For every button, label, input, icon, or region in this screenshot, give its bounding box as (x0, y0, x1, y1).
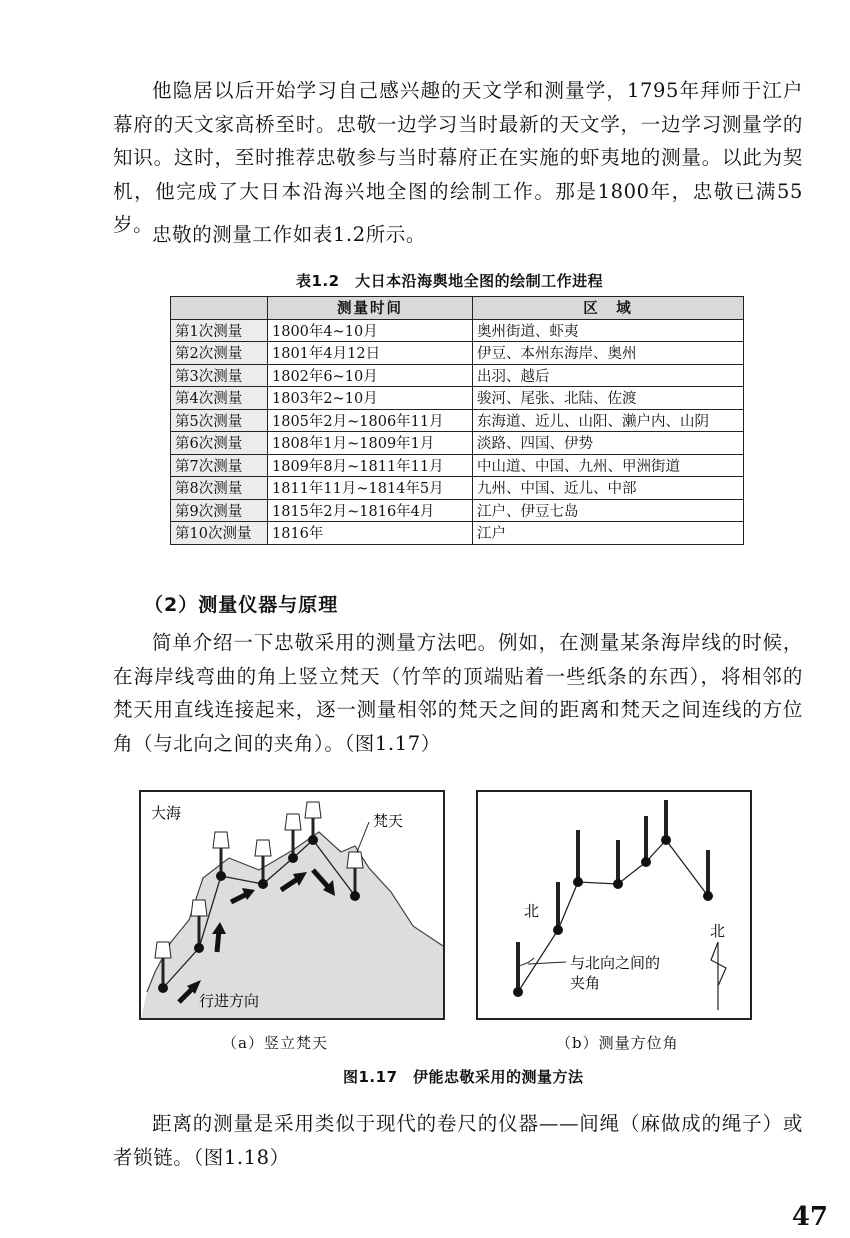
bonten-leader-line (357, 822, 369, 852)
angle-arc (518, 958, 534, 966)
bonten-label: 梵天 (373, 812, 404, 830)
table-row (171, 364, 744, 387)
survey-cell: 第3次测量 (171, 364, 268, 387)
figure-a-drawing (141, 792, 443, 1018)
time-cell: 1803年2~10月 (268, 387, 473, 410)
region-cell: 东海道、近儿、山阳、濑户内、山阴 (473, 409, 744, 432)
north-label-1: 北 (524, 902, 540, 920)
region-cell: 出羽、越后 (473, 364, 744, 387)
figure-b-drawing (478, 792, 750, 1018)
paragraph-4: 距离的测量是采用类似于现代的卷尺的仪器——间绳（麻做成的绳子）或者锁链。（图1.18） (113, 1112, 803, 1169)
region-cell: 骏河、尾张、北陆、佐渡 (473, 387, 744, 410)
paragraph-1: 他隐居以后开始学习自己感兴趣的天文学和测量学，1795年拜师于江户幕府的天文家高桥至时。忠敬一边学习当时最新的天文学，一边学习测量学的知识。这时，至时推荐忠敬参与当时幕府正在实施的虾夷地的测量。以此为契机，他完成了大日本沿海兴地全图的绘制工作。那是1800年，忠敬已满55岁。 (113, 79, 803, 236)
time-cell: 1816年 (268, 522, 473, 545)
figure-b-panel (476, 790, 752, 1020)
survey-cell: 第1次测量 (171, 319, 268, 342)
survey-points (513, 835, 713, 997)
time-cell: 1811年11月~1814年5月 (268, 477, 473, 500)
page-number: 47 (791, 1202, 828, 1232)
north-arrow-icon (711, 942, 726, 1010)
figure-b-label: （b）测量方位角 (556, 1034, 679, 1052)
table-header-blank (171, 297, 268, 320)
region-cell: 奥州街道、虾夷 (473, 319, 744, 342)
survey-cell: 第8次测量 (171, 477, 268, 500)
north-label-2: 北 (710, 922, 726, 940)
survey-cell: 第9次测量 (171, 499, 268, 522)
paragraph-2: 忠敬的测量工作如表1.2所示。 (152, 223, 427, 246)
table-row (171, 409, 744, 432)
table-row (171, 522, 744, 545)
region-cell: 九州、中国、近儿、中部 (473, 477, 744, 500)
figure-a-label: （a）竖立梵天 (222, 1034, 328, 1052)
figure-caption: 图1.17 伊能忠敬采用的测量方法 (343, 1068, 584, 1086)
time-cell: 1808年1月~1809年1月 (268, 432, 473, 455)
table-caption: 表1.2 大日本沿海舆地全图的绘制工作进程 (296, 272, 604, 290)
direction-label: 行进方向 (199, 992, 260, 1010)
time-cell: 1809年8月~1811年11月 (268, 454, 473, 477)
sea-label: 大海 (151, 804, 182, 822)
angle-label-line-1: 与北向之间的 (570, 954, 661, 972)
survey-cell: 第7次测量 (171, 454, 268, 477)
table-row (171, 499, 744, 522)
survey-cell: 第5次测量 (171, 409, 268, 432)
table-header-region: 区 域 (473, 297, 744, 320)
region-cell: 江户、伊豆七岛 (473, 499, 744, 522)
table-row (171, 319, 744, 342)
table-header-time: 测量时间 (268, 297, 473, 320)
time-cell: 1805年2月~1806年11月 (268, 409, 473, 432)
table-row (171, 432, 744, 455)
region-cell: 伊豆、本州东海岸、奥州 (473, 342, 744, 365)
angle-label-line-2: 夹角 (570, 974, 601, 992)
survey-cell: 第4次测量 (171, 387, 268, 410)
time-cell: 1800年4~10月 (268, 319, 473, 342)
survey-progress-table (170, 296, 744, 545)
table-row (171, 454, 744, 477)
figure-a-panel (139, 790, 445, 1020)
region-cell: 淡路、四国、伊势 (473, 432, 744, 455)
paragraph-3: 简单介绍一下忠敬采用的测量方法吧。例如，在测量某条海岸线的时候，在海岸线弯曲的角上竖立梵天（竹竿的顶端贴着一些纸条的东西），将相邻的梵天用直线连接起来，逐一测量相邻的梵天之间的距离和梵天之间连线的方位角（与北向之间的夹角）。（图1.17） (113, 631, 803, 755)
region-cell: 江户 (473, 522, 744, 545)
section-heading: （2）测量仪器与原理 (144, 594, 339, 616)
time-cell: 1815年2月~1816年4月 (268, 499, 473, 522)
table-header-row (171, 297, 744, 320)
time-cell: 1801年4月12日 (268, 342, 473, 365)
survey-cell: 第6次测量 (171, 432, 268, 455)
table-row (171, 387, 744, 410)
table-row (171, 342, 744, 365)
survey-cell: 第2次测量 (171, 342, 268, 365)
survey-cell: 第10次测量 (171, 522, 268, 545)
table-row (171, 477, 744, 500)
time-cell: 1802年6~10月 (268, 364, 473, 387)
angle-leader-line (528, 962, 566, 964)
region-cell: 中山道、中国、九州、甲洲街道 (473, 454, 744, 477)
